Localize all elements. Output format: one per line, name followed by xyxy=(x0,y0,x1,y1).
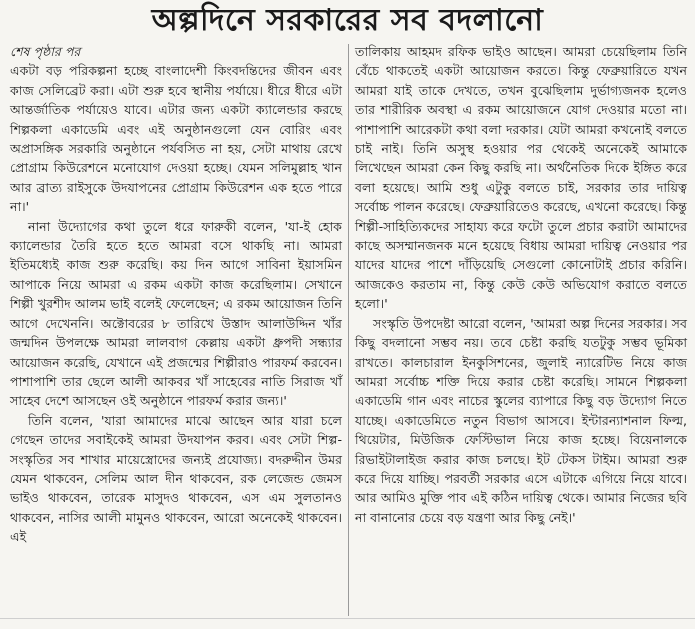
page-bottom-rule xyxy=(0,618,695,629)
paragraph: নানা উদ্যোগের কথা তুলে ধরে ফারুকী বলেন, 'যা-ই হোক ক্যালেন্ডার তৈরি হতে হতে আমরা বসে থাকছি না। আমরা ইতিমধ্যেই কাজ শুরু করেছি। কয় দিন আগে সাবিনা ইয়াসমিন আপাকে নিয়ে আমরা এ রকম একটা কাজ করেছিলাম। সেখানে শিল্পী খুরশীদ আলম ভাই বলেই ফেলেছেন; এ রকম আয়োজন তিনি আগে দেখেননি। অক্টোবরের ৮ তারিখে উস্তাদ আলাউদ্দিন খাঁর জন্মদিন উপলক্ষে আমরা লালবাগ কেল্লায় একটা ধ্রুপদী সন্ধ্যার আয়োজন করেছি, যেখানে এই প্রজন্মের শিল্পীরাও পারফর্ম করবেন। পাশাপাশি তার ছেলে আলী আকবর খাঁ সাহেবের নাতি সিরাজ খাঁ সাহেব দেশে আসছেন ওই অনুষ্ঠানে পারফর্ম করার জন্য।' xyxy=(10,218,342,409)
paragraph: তালিকায় আহমদ রফিক ভাইও আছেন। আমরা চেয়েছিলাম তিনি বেঁচে থাকতেই একটা আয়োজন করতে। কিন্তু ফেব্রুয়ারিতে যখন আমরা যাই তাকে দেখতে, তখন বুঝেছিলাম দুর্ভাগ্যজনক হলেও তার শারীরিক অবস্থা এ রকম আয়োজনে যোগ দেওয়ার মতো না। পাশাপাশি আরেকটা কথা বলা দরকার। যেটা আমরা কখনোই বলতে চাই নাই। তিনি অসুস্থ হওয়ার পর থেকেই অনেকেই আমাকে লিখেছেন আমরা কেন কিছু করছি না। অর্থনৈতিক দিকে ইঙ্গিত করে বলা হয়েছে। আমি শুধু এটুকু বলতে চাই, সরকার তার দায়িত্ব সর্বোচ্চ পালন করেছে। ফেব্রুয়ারিতেও করেছে, এখনো করেছে। কিন্তু শিল্পী-সাহিত্যিকদের সাহায্য করে ফটো তুলে প্রচার করাটা আমাদের কাছে অসম্মানজনক মনে হয়েছে বিধায় আমরা দায়িত্ব নেওয়ার পর যাদের যাদের পাশে দাঁড়িয়েছি সেগুলো কোনোটাই প্রচার করিনি। আজকেও করতাম না, কিন্তু কেউ কেউ অভিযোগ করাতে বলতে হলো।' xyxy=(355,44,687,312)
continued-from-kicker: শেষ পৃষ্ঠার পর xyxy=(10,44,81,59)
paragraph: সংস্কৃতি উপদেষ্টা আরো বলেন, 'আমরা অল্প দিনের সরকার। সব কিছু বদলানো সম্ভব নয়। তবে চেষ্টা করছি যতটুকু সম্ভব ভূমিকা রাখতে। কালচারাল ইনকুসিশনের, জুলাই ন্যারেটিভ নিয়ে কাজ আমরা সর্বোচ্চ শক্তি দিয়ে করার চেষ্টা করেছি। সামনে শিল্পকলা একাডেমি গান এবং নাচের স্কুলের ব্যাপারে কিছু বড় উদ্যোগ নিতে যাচ্ছে। একাডেমিতে নতুন বিভাগ আসবে। ইন্টারন্যাশনাল ফিল্ম, থিয়েটার, মিউজিক ফেস্টিভাল নিয়ে কাজ হচ্ছে। বিয়েনালকে রিভাইটালাইজ করার কাজ চলছে। ইট টেকস টাইম। আমরা শুরু করে দিয়ে যাচ্ছি। পরবর্তী সরকার এসে এটাকে এগিয়ে নিয়ে যাবে। আর আমিও মুক্তি পাব এই কঠিন দায়িত্ব থেকে। আমার নিজের ছবি না বানানোর চেয়ে বড় যন্ত্রণা আর কিছু নেই।' xyxy=(355,315,687,525)
paragraph: একটা বড় পরিকল্পনা হচ্ছে বাংলাদেশী কিংবদন্তিদের জীবন এবং কাজ সেলিব্রেট করা। এটা শুরু হবে স্থানীয় পর্যায়ে। ধীরে ধীরে এটা আন্তর্জাতিক পর্যায়েও যাবে। এটার জন্য একটা ক্যালেন্ডার করছে শিল্পকলা একাডেমি এবং এই অনুষ্ঠানগুলো যেন বোরিং এবং অপ্রাসঙ্গিক সরকারি অনুষ্ঠানে পর্যবসিত না হয়, সেটা মাথায় রেখে প্রোগ্রাম কিউরেশনে মনোযোগ দেওয়া হচ্ছে। যেমন সলিমুল্লাহ খান আর ব্রাত্য রাইসুকে উদযাপনের প্রোগ্রাম কিউরেশন এক হতে পারে না।' xyxy=(10,63,342,215)
right-column xyxy=(355,42,687,527)
left-column xyxy=(10,42,342,547)
paragraph: তিনি বলেন, 'যারা আমাদের মাঝে আছেন আর যারা চলে গেছেন তাদের সবাইকেই আমরা উদযাপন করব। এবং সেটা শিল্প-সংস্কৃতির সব শাখার মায়েস্ত্রোদের জন্যই প্রযোজ্য। বদরুদ্দীন উমর যেমন থাকবেন, সেলিম আল দীন থাকবেন, রক লেজেন্ড জেমস ভাইও থাকবেন, তারেক মাসুদও থাকবেন, এস এম সুলতানও থাকবেন, নাসির আলী মামুনও থাকবেন, আরো অনেকেই থাকবেন। এই xyxy=(10,412,342,545)
headline: অল্পদিনে সরকারের সব বদলানো xyxy=(151,3,544,38)
column-divider xyxy=(348,44,349,616)
